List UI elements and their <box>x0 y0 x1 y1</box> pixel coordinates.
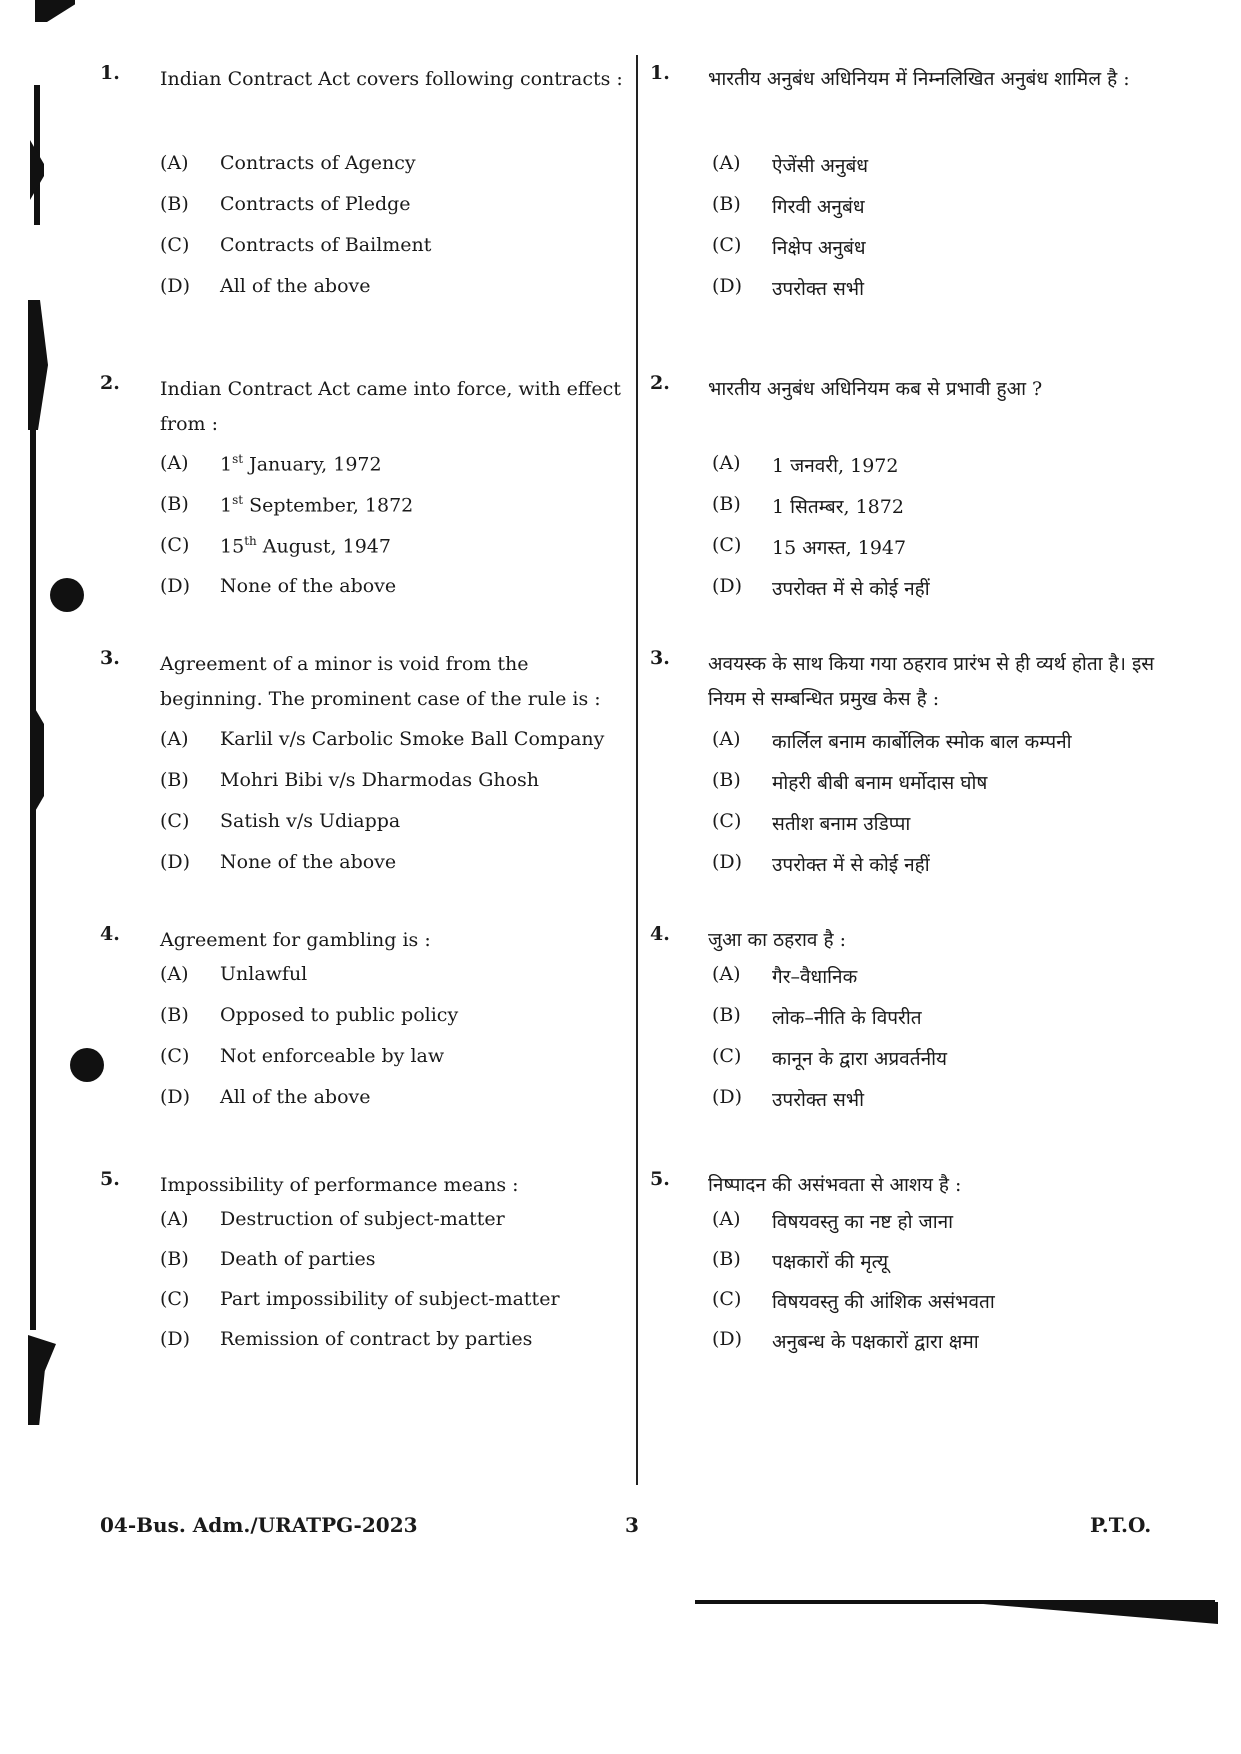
option-text: उपरोक्त में से कोई नहीं <box>772 854 930 876</box>
question-number: 2. <box>650 372 670 394</box>
option-text: Satish v/s Udiappa <box>220 810 401 832</box>
option-text: अनुबन्ध के पक्षकारों द्वारा क्षमा <box>772 1331 979 1353</box>
option-letter: (B) <box>712 1004 741 1026</box>
option-c <box>712 234 1172 264</box>
option-text: Karlil v/s Carbolic Smoke Ball Company <box>220 728 605 750</box>
option-letter: (D) <box>160 851 191 873</box>
option-letter: (D) <box>712 851 743 873</box>
option-text: 1st January, 1972 <box>220 452 382 476</box>
option-text: Remission of contract by parties <box>220 1328 533 1350</box>
column-divider <box>636 55 638 1485</box>
option-a <box>160 152 620 182</box>
pto-label: P.T.O. <box>1090 1513 1152 1537</box>
option-text: पक्षकारों की मृत्यू <box>772 1251 889 1273</box>
option-text: निक्षेप अनुबंध <box>772 237 866 259</box>
question-text: निष्पादन की असंभवता से आशय है : <box>708 1174 962 1196</box>
option-letter: (A) <box>712 452 741 474</box>
option-b <box>160 1248 620 1278</box>
option-d <box>160 1328 620 1358</box>
option-a <box>712 452 1172 482</box>
option-d <box>160 851 620 881</box>
option-text: कानून के द्वारा अप्रवर्तनीय <box>772 1048 948 1070</box>
option-text: Mohri Bibi v/s Dharmodas Ghosh <box>220 769 540 791</box>
option-letter: (C) <box>160 234 190 256</box>
option-text: None of the above <box>220 851 397 873</box>
question-text: Indian Contract Act came into force, with effect from : <box>160 378 621 435</box>
question-number: 3. <box>650 647 670 669</box>
option-letter: (A) <box>712 1208 741 1230</box>
option-text: None of the above <box>220 575 397 597</box>
bottom-rule-mark <box>960 1602 1218 1624</box>
option-text: लोक–नीति के विपरीत <box>772 1007 922 1029</box>
option-text: Unlawful <box>220 963 308 985</box>
punch-hole-1 <box>50 578 84 612</box>
option-c <box>160 1045 620 1075</box>
option-letter: (D) <box>160 275 191 297</box>
option-text: कार्लिल बनाम कार्बोलिक स्मोक बाल कम्पनी <box>772 731 1072 753</box>
option-letter: (A) <box>160 152 189 174</box>
option-letter: (B) <box>160 1248 189 1270</box>
option-letter: (D) <box>712 575 743 597</box>
page-number: 3 <box>625 1513 639 1537</box>
option-text: Contracts of Bailment <box>220 234 432 256</box>
option-letter: (C) <box>160 1288 190 1310</box>
option-b <box>712 1004 1172 1034</box>
option-letter: (C) <box>712 810 742 832</box>
question-number: 3. <box>100 647 120 669</box>
question-text: Impossibility of performance means : <box>160 1174 519 1196</box>
option-letter: (A) <box>160 728 189 750</box>
option-letter: (B) <box>160 1004 189 1026</box>
question-text: भारतीय अनुबंध अधिनियम कब से प्रभावी हुआ ? <box>708 378 1043 400</box>
question-number: 2. <box>100 372 120 394</box>
question-number: 5. <box>650 1168 670 1190</box>
question-number: 1. <box>100 62 120 84</box>
option-b <box>160 493 620 523</box>
option-letter: (C) <box>160 1045 190 1067</box>
question-text: Indian Contract Act covers following contracts : <box>160 68 623 90</box>
scan-mark-top <box>35 0 75 22</box>
option-c <box>712 1045 1172 1075</box>
option-a <box>160 728 620 758</box>
option-letter: (B) <box>160 769 189 791</box>
scan-mark-left-4 <box>30 430 36 1330</box>
option-text: गिरवी अनुबंध <box>772 196 865 218</box>
option-a <box>712 963 1172 993</box>
question-text: जुआ का ठहराव है : <box>708 929 847 951</box>
question-number: 4. <box>100 923 120 945</box>
option-b <box>160 193 620 223</box>
option-text: 15th August, 1947 <box>220 534 391 558</box>
question-text: अवयस्क के साथ किया गया ठहराव प्रारंभ से ही व्यर्थ होता है। इस नियम से सम्बन्धित प्रमुख केस है : <box>708 653 1155 710</box>
paper-code: 04-Bus. Adm./URATPG-2023 <box>100 1513 418 1537</box>
option-letter: (C) <box>160 534 190 556</box>
option-letter: (A) <box>160 1208 189 1230</box>
option-letter: (A) <box>160 963 189 985</box>
scan-mark-left-3 <box>28 300 48 430</box>
option-text: सतीश बनाम उडिप्पा <box>772 813 911 835</box>
option-letter: (C) <box>712 534 742 556</box>
option-text: Contracts of Agency <box>220 152 416 174</box>
option-d <box>712 275 1172 305</box>
option-b <box>160 769 620 799</box>
option-letter: (B) <box>160 193 189 215</box>
scan-mark-left-6 <box>28 1335 56 1425</box>
option-text: Opposed to public policy <box>220 1004 459 1026</box>
option-letter: (D) <box>712 1328 743 1350</box>
option-letter: (C) <box>160 810 190 832</box>
option-letter: (C) <box>712 234 742 256</box>
option-b <box>712 769 1172 799</box>
option-text: 1 सितम्बर, 1872 <box>772 496 904 518</box>
option-c <box>160 534 620 564</box>
option-d <box>712 575 1172 605</box>
option-text: उपरोक्त सभी <box>772 1089 865 1111</box>
option-c <box>160 810 620 840</box>
option-letter: (B) <box>712 1248 741 1270</box>
option-text: विषयवस्तु का नष्ट हो जाना <box>772 1211 954 1233</box>
option-a <box>160 452 620 482</box>
option-d <box>712 851 1172 881</box>
option-d <box>160 575 620 605</box>
option-c <box>712 810 1172 840</box>
option-letter: (B) <box>160 493 189 515</box>
question-text: भारतीय अनुबंध अधिनियम में निम्नलिखित अनुबंध शामिल है : <box>708 68 1130 90</box>
option-b <box>712 1248 1172 1278</box>
option-letter: (C) <box>712 1045 742 1067</box>
option-text: उपरोक्त में से कोई नहीं <box>772 578 930 600</box>
option-c <box>160 234 620 264</box>
option-letter: (B) <box>712 493 741 515</box>
option-text: विषयवस्तु की आंशिक असंभवता <box>772 1291 995 1313</box>
option-a <box>712 728 1172 758</box>
option-text: All of the above <box>220 275 371 297</box>
option-letter: (B) <box>712 193 741 215</box>
option-text: गैर–वैधानिक <box>772 966 858 988</box>
option-text: 15 अगस्त, 1947 <box>772 537 907 559</box>
option-letter: (A) <box>712 963 741 985</box>
option-letter: (D) <box>160 575 191 597</box>
option-text: 1 जनवरी, 1972 <box>772 455 899 477</box>
option-a <box>712 152 1172 182</box>
option-letter: (C) <box>712 1288 742 1310</box>
option-a <box>160 1208 620 1238</box>
option-letter: (D) <box>160 1086 191 1108</box>
option-text: Part impossibility of subject-matter <box>220 1288 560 1310</box>
option-text: ऐजेंसी अनुबंध <box>772 155 869 177</box>
option-text: उपरोक्त सभी <box>772 278 865 300</box>
option-a <box>712 1208 1172 1238</box>
option-letter: (D) <box>712 1086 743 1108</box>
punch-hole-2 <box>70 1048 104 1082</box>
option-letter: (D) <box>160 1328 191 1350</box>
option-text: Contracts of Pledge <box>220 193 411 215</box>
option-text: मोहरी बीबी बनाम धर्मोदास घोष <box>772 772 988 794</box>
option-c <box>160 1288 620 1318</box>
option-b <box>712 493 1172 523</box>
question-text: Agreement of a minor is void from the beginning. The prominent case of the rule is : <box>160 653 601 710</box>
option-c <box>712 1288 1172 1318</box>
option-letter: (A) <box>160 452 189 474</box>
option-text: All of the above <box>220 1086 371 1108</box>
option-letter: (A) <box>712 152 741 174</box>
question-number: 4. <box>650 923 670 945</box>
option-d <box>160 1086 620 1116</box>
option-text: Destruction of subject-matter <box>220 1208 505 1230</box>
option-letter: (A) <box>712 728 741 750</box>
option-letter: (D) <box>712 275 743 297</box>
scan-mark-left-5 <box>30 700 44 820</box>
option-a <box>160 963 620 993</box>
question-number: 1. <box>650 62 670 84</box>
option-text: Death of parties <box>220 1248 376 1270</box>
question-text: Agreement for gambling is : <box>160 929 431 951</box>
option-letter: (B) <box>712 769 741 791</box>
option-text: Not enforceable by law <box>220 1045 445 1067</box>
option-b <box>712 193 1172 223</box>
option-c <box>712 534 1172 564</box>
option-d <box>712 1328 1172 1358</box>
option-b <box>160 1004 620 1034</box>
option-text: 1st September, 1872 <box>220 493 414 517</box>
option-d <box>712 1086 1172 1116</box>
option-d <box>160 275 620 305</box>
question-number: 5. <box>100 1168 120 1190</box>
